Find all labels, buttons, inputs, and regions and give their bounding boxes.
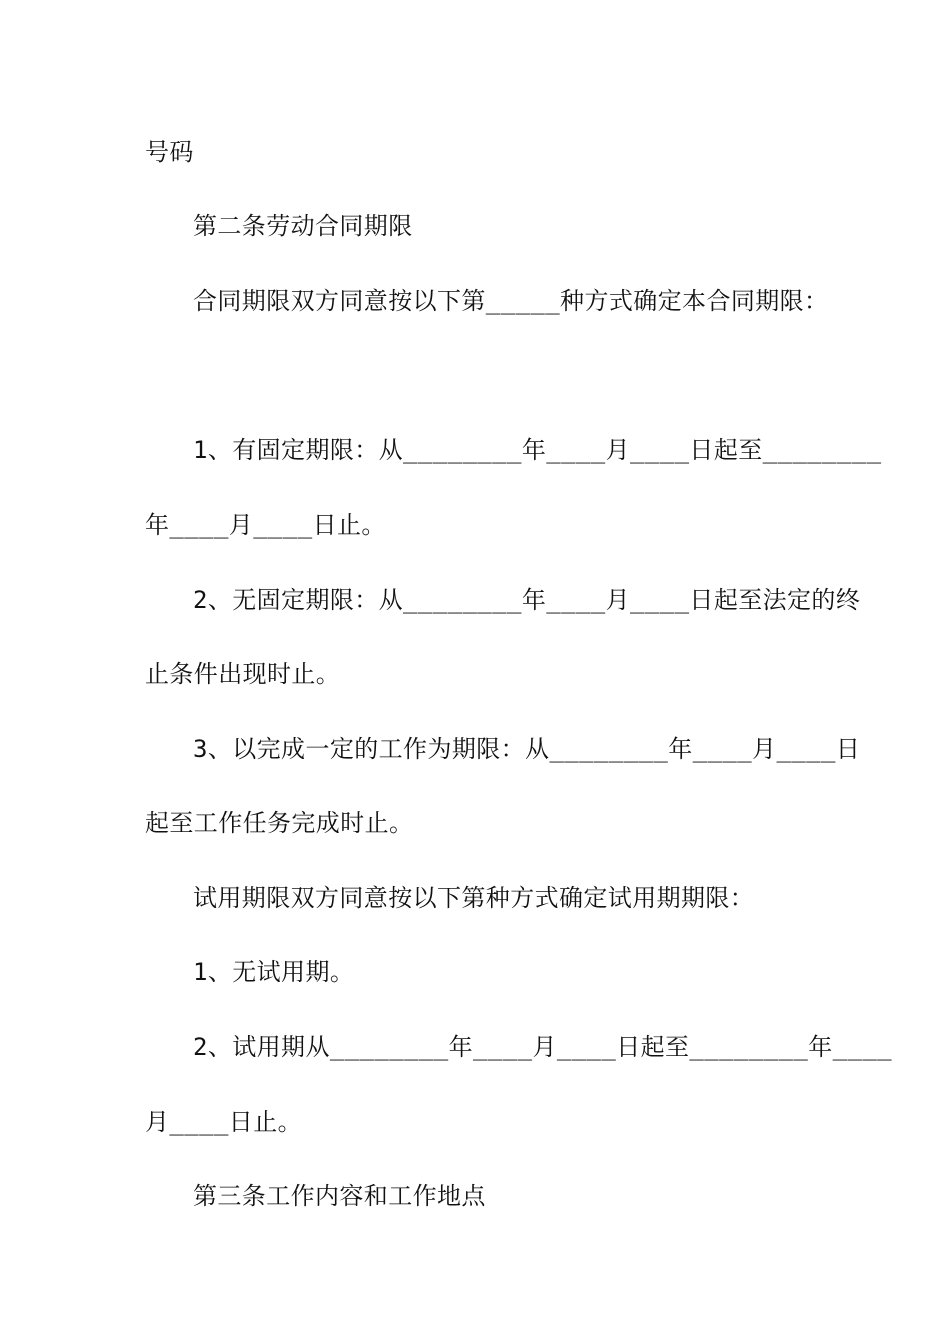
text-line: 合同期限双方同意按以下第_____种方式确定本合同期限：: [193, 287, 829, 315]
text-line: 试用期限双方同意按以下第种方式确定试用期期限：: [193, 884, 755, 912]
text-line: 1、有固定期限：从________年____月____日起至________: [193, 436, 882, 464]
section-heading: 第二条劳动合同期限: [193, 212, 413, 240]
text-line: 2、无固定期限：从________年____月____日起至法定的终: [193, 586, 861, 614]
text-line: 2、试用期从________年____月____日起至________年____: [193, 1033, 893, 1061]
text-line: 号码: [145, 138, 194, 166]
text-line: 1、无试用期。: [193, 958, 355, 986]
text-line: 止条件出现时止。: [145, 660, 341, 688]
text-line: 起至工作任务完成时止。: [145, 809, 414, 837]
section-heading: 第三条工作内容和工作地点: [193, 1182, 486, 1210]
text-line: 月____日止。: [145, 1108, 302, 1136]
text-line: 年____月____日止。: [145, 511, 386, 539]
text-line: 3、以完成一定的工作为期限：从________年____月____日: [193, 735, 861, 763]
